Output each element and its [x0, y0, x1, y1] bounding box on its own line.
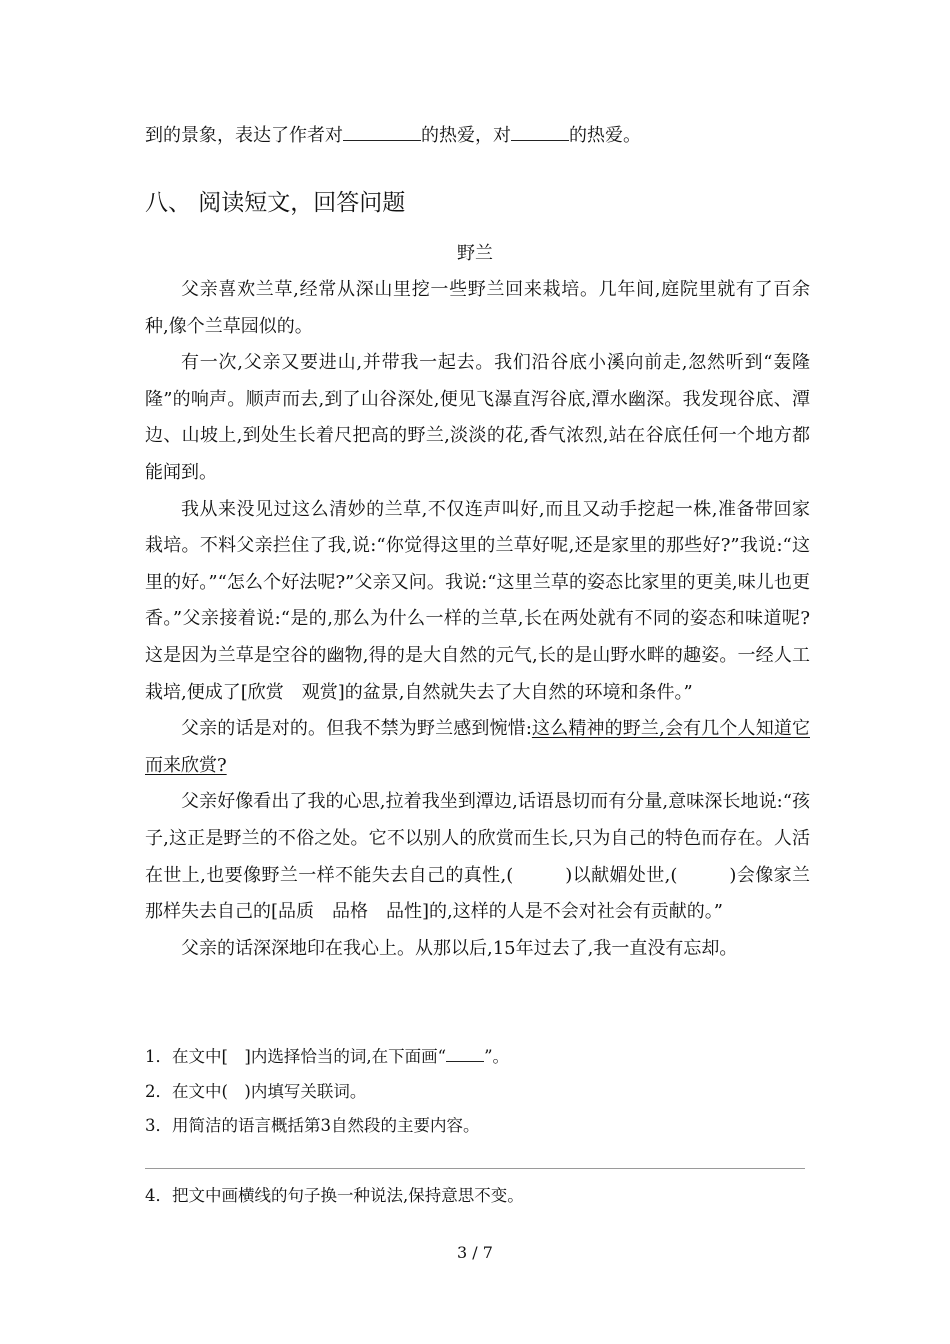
paragraph-4 [145, 711, 810, 784]
paragraph-6: 父亲的话深深地印在我心上。从那以后,15年过去了,我一直没有忘却。 [181, 937, 738, 959]
question-4: 4．把文中画横线的句子换一种说法,保持意思不变。 [145, 1186, 524, 1205]
answer-line[interactable] [145, 1168, 805, 1169]
paragraph-5 [145, 784, 810, 930]
page-number: 3 / 7 [457, 1243, 493, 1262]
question-1-text: 1．在文中[ ]内选择恰当的词,在下面画“ [145, 1047, 447, 1066]
paragraph-5-text-b: )以献媚处世,( [565, 864, 678, 886]
paragraph-5-text-c: )会像家兰那样失去自己的[品质 品格 品性]的,这样的人是不会对社会有贡献的。” [145, 864, 810, 923]
intro-text-3: 的热爱。 [569, 125, 641, 146]
question-3: 3．用简洁的语言概括第3自然段的主要内容。 [145, 1116, 480, 1135]
answer-blank-1[interactable] [343, 122, 421, 141]
answer-blank-2[interactable] [511, 122, 569, 141]
underlined-sentence: 这么精神的野兰,会有几个人知道它而来欣赏? [145, 718, 810, 776]
underline-sample [446, 1047, 484, 1062]
intro-text-1: 到的景象，表达了作者对 [145, 125, 343, 146]
passage-title: 野兰 [457, 243, 493, 264]
question-1 [145, 1045, 509, 1069]
paragraph-4-text: 父亲的话是对的。但我不禁为野兰感到惋惜: [181, 718, 532, 740]
paragraph-2: 有一次,父亲又要进山,并带我一起去。我们沿谷底小溪向前走,忽然听到“轰隆隆”的响声。顺声而去,到了山谷深处,便见飞瀑直泻谷底,潭水幽深。我发现谷底、潭边、山坡上,到处生长着尺把高的野兰,淡淡的花,香气浓烈,站在谷底任何一个地方都能闻到。 [145, 352, 810, 483]
intro-fill-in-line [145, 122, 641, 148]
question-2: 2．在文中( )内填写关联词。 [145, 1082, 367, 1101]
section-heading: 八、 阅读短文，回答问题 [145, 190, 406, 216]
paragraph-5-text-a: 父亲好像看出了我的心思,拉着我坐到潭边,话语恳切而有分量,意味深长地说:“孩子,这正是野兰的不俗之处。它不以别人的欣赏而生长,只为自己的特色而存在。人活在世上,也要像野兰一样不能失去自己的真性,( [145, 791, 810, 886]
intro-text-2: 的热爱，对 [421, 125, 511, 146]
paragraph-1: 父亲喜欢兰草,经常从深山里挖一些野兰回来栽培。几年间,庭院里就有了百余种,像个兰草园似的。 [145, 279, 810, 337]
passage-body [145, 272, 810, 967]
question-1-end: ”。 [484, 1047, 509, 1066]
paragraph-3: 我从来没见过这么清妙的兰草,不仅连声叫好,而且又动手挖起一株,准备带回家栽培。不料父亲拦住了我,说:“你觉得这里的兰草好呢,还是家里的那些好?”我说:“这里的好。”“怎么个好法呢?”父亲又问。我说:“这里兰草的姿态比家里的更美,味儿也更香。”父亲接着说:“是的,那么为什么一样的兰草,长在两处就有不同的姿态和味道呢?这是因为兰草是空谷的幽物,得的是大自然的元气,长的是山野水畔的趣姿。一经人工栽培,便成了[欣赏 观赏]的盆景,自然就失去了大自然的环境和条件。” [145, 498, 810, 703]
